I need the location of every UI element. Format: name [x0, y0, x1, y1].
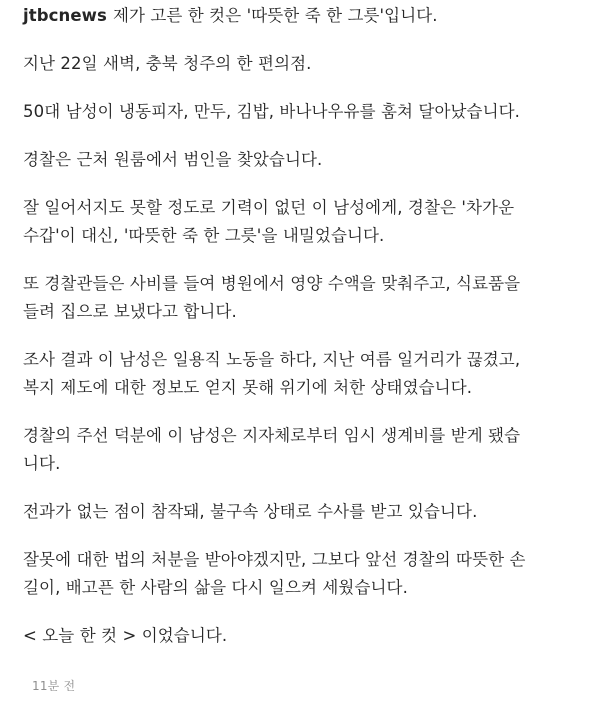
- caption-paragraph: 잘못에 대한 법의 처분을 받아야겠지만, 그보다 앞선 경찰의 따뜻한 손 길이, 배고픈 한 사람의 삶을 다시 일으켜 세웠습니다.: [23, 550, 526, 597]
- caption-paragraph: 지난 22일 새벽, 충북 청주의 한 편의점.: [23, 54, 312, 73]
- caption-paragraph: 50대 남성이 냉동피자, 만두, 김밥, 바나나우유를 훔쳐 달아났습니다.: [23, 102, 521, 121]
- username-link[interactable]: jtbcnews: [23, 6, 107, 25]
- caption-intro-text: 제가 고른 한 컷은 '따뜻한 죽 한 그릇'입니다.: [112, 6, 438, 25]
- post-timestamp: 11분 전: [32, 679, 76, 693]
- caption-closing: < 오늘 한 컷 > 이었습니다.: [23, 626, 228, 645]
- caption-paragraph: 또 경찰관들은 사비를 들여 병원에서 영양 수액을 맞춰주고, 식료품을 들려 집으로 보냈다고 합니다.: [23, 274, 521, 321]
- caption-first-line: [23, 2, 589, 30]
- post-caption: [23, 0, 589, 650]
- caption-paragraph: 전과가 없는 점이 참작돼, 불구속 상태로 수사를 받고 있습니다.: [23, 502, 478, 521]
- caption-paragraph: 경찰은 근처 원룸에서 범인을 찾았습니다.: [23, 150, 323, 169]
- caption-paragraph: 경찰의 주선 덕분에 이 남성은 지자체로부터 임시 생계비를 받게 됐습 니다.: [23, 426, 521, 473]
- caption-paragraph: 잘 일어서지도 못할 정도로 기력이 없던 이 남성에게, 경찰은 '차가운 수갑'이 대신, '따뜻한 죽 한 그릇'을 내밀었습니다.: [23, 198, 515, 245]
- caption-paragraph: 조사 결과 이 남성은 일용직 노동을 하다, 지난 여름 일거리가 끊겼고, 복지 제도에 대한 정보도 얻지 못해 위기에 처한 상태였습니다.: [23, 350, 521, 397]
